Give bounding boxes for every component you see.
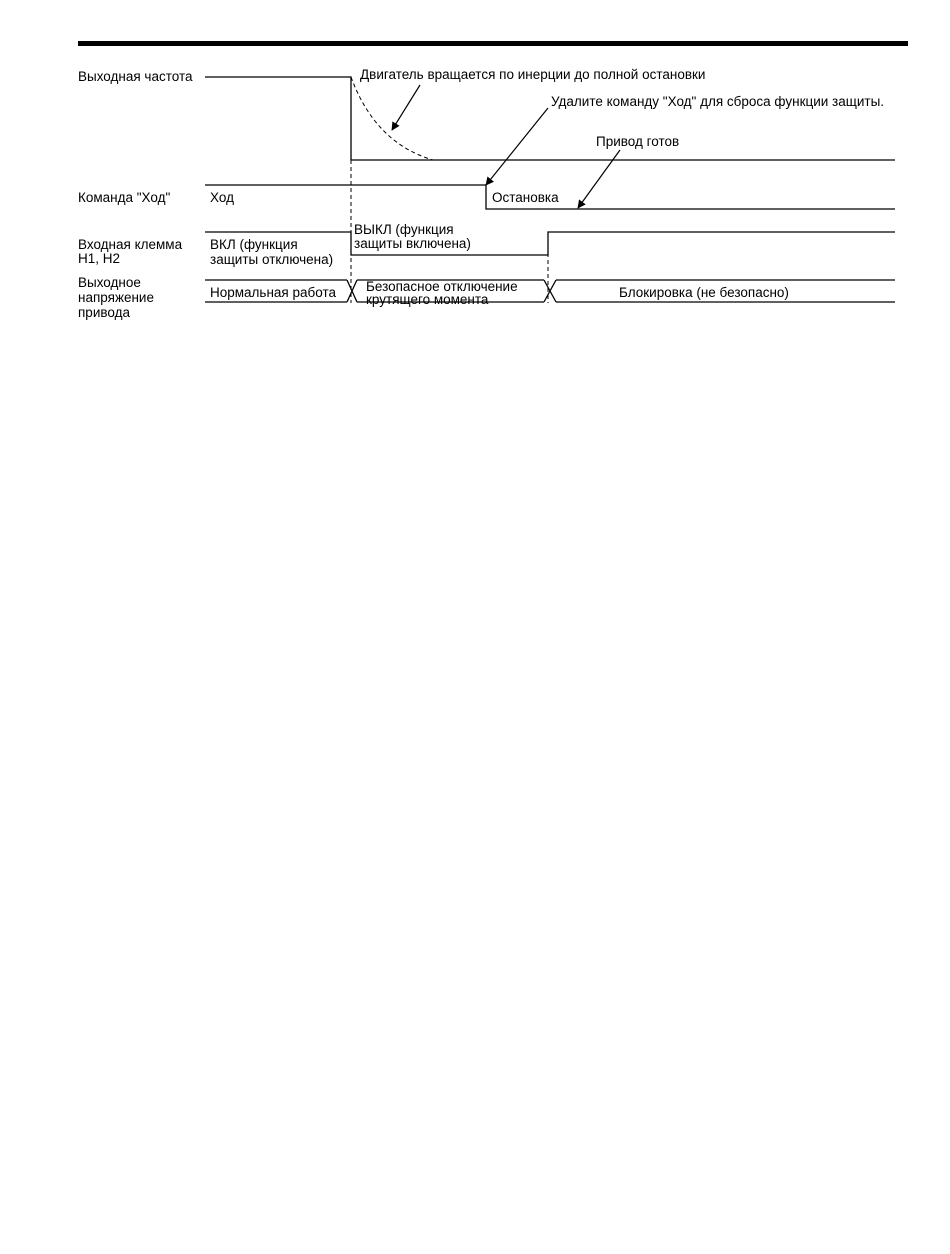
terminal-on-text-line1: ВКЛ (функция (210, 237, 298, 252)
label-output-voltage-line1: Выходное (78, 275, 141, 290)
terminal-off-text-line2: защиты включена) (354, 236, 471, 251)
output-sto-text-line2: крутящего момента (366, 292, 489, 307)
remove-run-annotation-arrow (486, 108, 548, 185)
output-sto-text-line1: Безопасное отключение (366, 279, 518, 294)
output-voltage-transition-2 (544, 280, 556, 302)
label-output-voltage-line2: напряжение (78, 290, 154, 305)
output-voltage-transition-1 (347, 280, 357, 302)
drive-ready-annotation-arrow (578, 150, 620, 208)
annotation-remove-run-command: Удалите команду "Ход" для сброса функции защиты. (551, 94, 885, 109)
output-frequency-waveform (205, 77, 895, 160)
run-state-text: Ход (210, 190, 234, 205)
annotation-drive-ready: Привод готов (596, 134, 680, 149)
output-normal-text: Нормальная работа (210, 285, 336, 300)
label-output-frequency: Выходная частота (78, 69, 193, 84)
label-input-terminal-line2: H1, H2 (78, 251, 121, 266)
coast-annotation-arrow (392, 85, 420, 130)
label-run-command: Команда "Ход" (78, 190, 171, 205)
annotation-coast-to-stop: Двигатель вращается по инерции до полной остановки (360, 67, 706, 82)
output-baseblock-text: Блокировка (не безопасно) (619, 285, 789, 300)
label-input-terminal-line1: Входная клемма (78, 237, 183, 252)
stop-state-text: Остановка (492, 190, 559, 205)
label-output-voltage-line3: привода (78, 305, 130, 320)
terminal-off-text-line1: ВЫКЛ (функция (354, 222, 454, 237)
coast-decel-curve (351, 77, 433, 160)
header-rule (78, 41, 908, 46)
terminal-on-text-line2: защиты отключена) (210, 252, 334, 267)
